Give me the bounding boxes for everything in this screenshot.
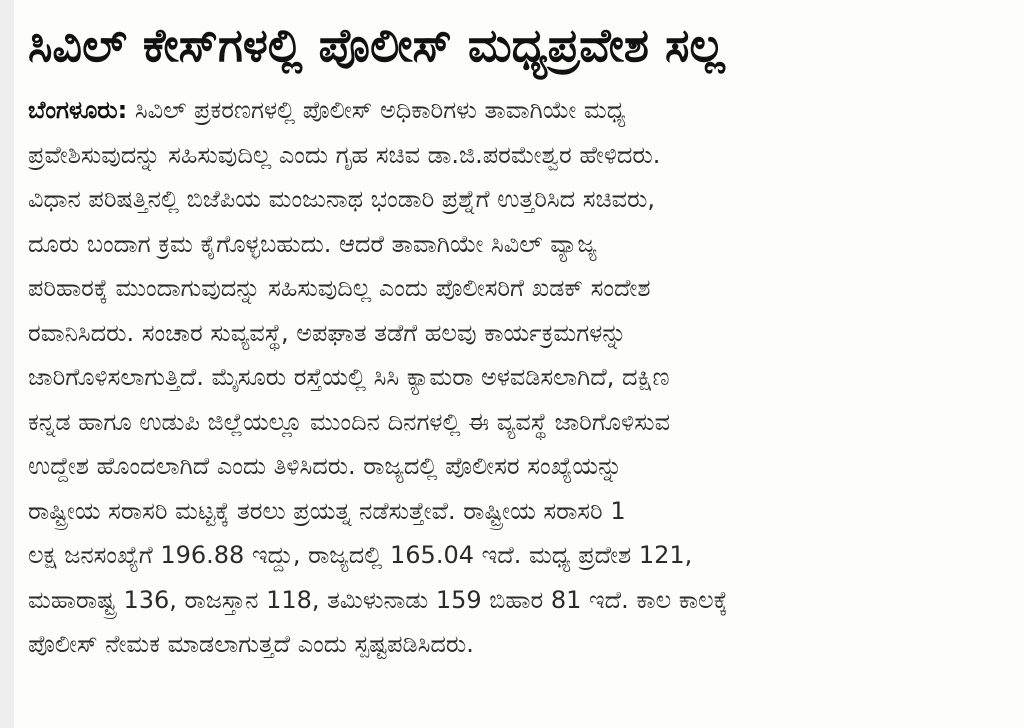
article-line-8: ಕನ್ನಡ ಹಾಗೂ ಉಡುಪಿ ಜಿಲ್ಲೆಯಲ್ಲೂ ಮುಂದಿನ ದಿನಗಳಲ್ಲಿ ಈ ವ್ಯವಸ್ಥೆ ಜಾರಿಗೊಳಿಸುವ: [28, 407, 670, 436]
article-line-13: ಪೊಲೀಸ್ ನೇಮಕ ಮಾಡಲಾಗುತ್ತದೆ ಎಂದು ಸ್ಪಷ್ಟಪಡಿಸಿದರು.: [28, 630, 474, 658]
article-line-3: ವಿಧಾನ ಪರಿಷತ್ತಿನಲ್ಲಿ ಬಿಜೆಪಿಯ ಮಂಜುನಾಥ ಭಂಡಾರಿ ಪ್ರಶ್ನೆಗೆ ಉತ್ತರಿಸಿದ ಸಚಿವರು,: [28, 185, 655, 213]
article-line-7: ಜಾರಿಗೊಳಿಸಲಾಗುತ್ತಿದೆ. ಮೈಸೂರು ರಸ್ತೆಯಲ್ಲಿ ಸಿಸಿ ಕ್ಯಾಮರಾ ಅಳವಡಿಸಲಾಗಿದೆ, ದಕ್ಷಿಣ: [28, 363, 670, 391]
article-line-5: ಪರಿಹಾರಕ್ಕೆ ಮುಂದಾಗುವುದನ್ನು ಸಹಿಸುವುದಿಲ್ಲ ಎಂದು ಪೊಲೀಸರಿಗೆ ಖಡಕ್ ಸಂದೇಶ: [28, 274, 651, 302]
article-headline: ಸಿವಿಲ್ ಕೇಸ್‌ಗಳಲ್ಲಿ ಪೊಲೀಸ್ ಮಧ್ಯಪ್ರವೇಶ ಸಲ್ಲ: [28, 18, 725, 72]
article-line-6: ರವಾನಿಸಿದರು. ಸಂಚಾರ ಸುವ್ಯವಸ್ಥೆ, ಅಪಘಾತ ತಡೆಗೆ ಹಲವು ಕಾರ್ಯಕ್ರಮಗಳನ್ನು: [28, 318, 627, 347]
article-line-12: ಮಹಾರಾಷ್ಟ್ರ 136, ರಾಜಸ್ತಾನ 118, ತಮಿಳುನಾಡು 159 ಬಿಹಾರ 81 ಇದೆ. ಕಾಲ ಕಾಲಕ್ಕೆ: [28, 585, 728, 614]
article-line-9: ಉದ್ದೇಶ ಹೊಂದಲಾಗಿದೆ ಎಂದು ತಿಳಿಸಿದರು. ರಾಜ್ಯದಲ್ಲಿ ಪೊಲೀಸರ ಸಂಖ್ಯೆಯನ್ನು: [28, 452, 623, 480]
article-line-1-text: ಸಿವಿಲ್ ಪ್ರಕರಣಗಳಲ್ಲಿ ಪೊಲೀಸ್ ಅಧಿಕಾರಿಗಳು ತಾವಾಗಿಯೇ ಮಧ್ಯ: [127, 96, 626, 124]
article-line-1: [28, 88, 1000, 133]
article-dateline: ಬೆಂಗಳೂರು:: [28, 96, 128, 124]
article-line-11: ಲಕ್ಷ ಜನಸಂಖ್ಯೆಗೆ 196.88 ಇದ್ದು, ರಾಜ್ಯದಲ್ಲಿ 165.04 ಇದೆ. ಮಧ್ಯ ಪ್ರದೇಶ 121,: [28, 541, 693, 569]
article-body: [28, 88, 1000, 667]
article-line-10: ರಾಷ್ಟ್ರೀಯ ಸರಾಸರಿ ಮಟ್ಟಕ್ಕೆ ತರಲು ಪ್ರಯತ್ನ ನಡೆಸುತ್ತೇವೆ. ರಾಷ್ಟ್ರೀಯ ಸರಾಸರಿ 1: [28, 496, 626, 525]
left-margin-strip: [0, 0, 14, 728]
article-line-2: ಪ್ರವೇಶಿಸುವುದನ್ನು ಸಹಿಸುವುದಿಲ್ಲ ಎಂದು ಗೃಹ ಸಚಿವ ಡಾ.ಜಿ.ಪರಮೇಶ್ವರ ಹೇಳಿದರು.: [28, 140, 661, 169]
article-line-4: ದೂರು ಬಂದಾಗ ಕ್ರಮ ಕೈಗೊಳ್ಳಬಹುದು. ಆದರೆ ತಾವಾಗಿಯೇ ಸಿವಿಲ್ ವ್ಯಾಜ್ಯ: [28, 229, 597, 258]
